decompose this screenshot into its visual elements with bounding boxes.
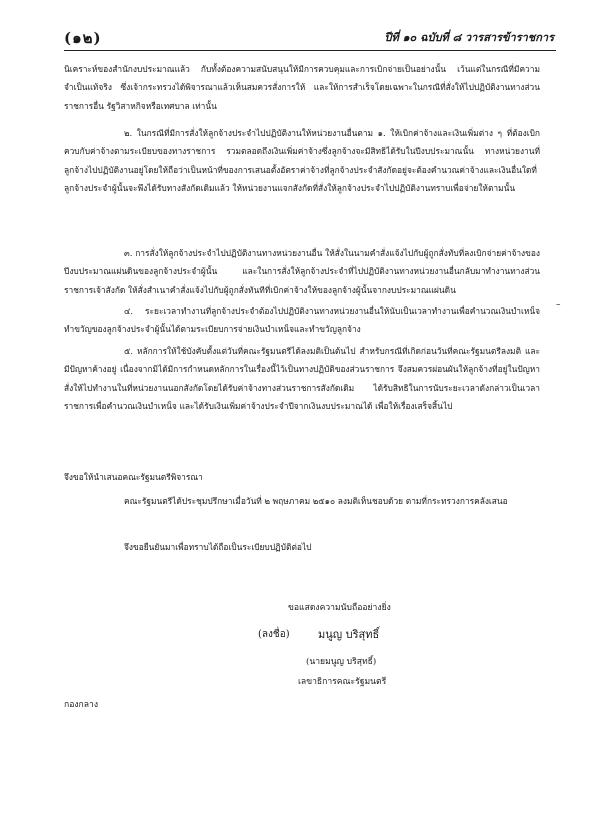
paragraph-item-2: ๒. ในกรณีที่มีการสั่งให้ลูกจ้างประจำไปปฏิบัติงานให้หน่วยงานอื่นตาม ๑. ให้เบิกค่าจ้างและเงินเพิ่มต่าง ๆ ที่ต้องเบิกควบกับค่าจ้างตามระเบียบของทางราชการ รวมตลอดถึงเงินเพิ่มค่าจ้างซึ่งลูกจ้างจะมีสิทธิได้รับในปีงบประมาณนั้น ทางหน่วยงานที่ลูกจ้างไปปฏิบัติงานอยู่โดยให้ถือว่าเป็นหน้าที่ของการเสนอตั้งอัตราค่าจ้างที่ลูกจ้างประจำสังกัดอยู่จะต้องคำนวณค่าจ้างและเงินอื่นใดที่ลูกจ้างประจำผู้นั้นจะพึงได้รับทางสังกัดเดิมแล้ว ให้หน่วยงานแจกสังกัดที่สั่งให้ลูกจ้างประจำไปปฏิบัติงานทราบเพื่อจ่ายให้ตามนั้น (64, 128, 540, 194)
paragraph-item-3: ๓. การสั่งให้ลูกจ้างประจำไปปฏิบัติงานทางหน่วยงานอื่น ให้สั่งในนามคำสั่งแจ้งไปกับผู้ถูกสั่งทับที่ลงเบิกจ่ายค่าจ้างของปีงบประมาณแผ่นดินของลูกจ้างประจำผู้นั้น และในการสั่งให้ลูกจ้างประจำที่ไปปฏิบัติงานทางหน่วยงานอื่นกลับมาทำงานทางส่วนราชการเจ้าสังกัด ให้สั่งสำเนาคำสั่งแจ้งไปกับผู้ถูกสั่งทันทีที่เบิกค่าจ้างให้ของลูกจ้างผู้นั้นจากงบประมาณแผ่นดิน (64, 248, 540, 295)
header-rule (64, 50, 556, 51)
signed-label: (ลงชื่อ) (258, 629, 290, 640)
paragraph-item-4: ๔. ระยะเวลาทำงานที่ลูกจ้างประจำต้องไปปฏิบัติงานทางหน่วยงานอื่นให้นับเป็นเวลาทำงานเพื่อคำนวณเงินบำเหน็จทำขวัญของลูกจ้างประจำผู้นั้นได้ตามระเบียบการจ่ายเงินบำเหน็จและทำขวัญลูกจ้าง (64, 306, 540, 335)
closing-line: ขอแสดงความนับถืออย่างยิ่ง (288, 603, 391, 613)
cabinet-resolution: คณะรัฐมนตรีได้ประชุมปรึกษาเมื่อวันที่ ๒ พฤษภาคม ๒๕๑๐ ลงมติเห็นชอบด้วย ตามที่กระทรวงการคลังเสนอ (124, 496, 508, 506)
paragraph-continuation: นิเคราะห์ของสำนักงบประมาณแล้ว กับทั้งต้องความสนับสนุนให้มีการควบคุมและการเบิกจ่ายเป็นอย่างนั้น เว้นแต่ในกรณีที่มีความจำเป็นแท้จริง ซึ่งเจ้ากระทรวงได้พิจารณาแล้วเห็นสมควรสั่งการให้ และให้การสำเร็จโดยเฉพาะในกรณีที่สั่งให้ไปปฏิบัติงานทางส่วนราชการอื่น รัฐวิสาหกิจหรือเทศบาล เท่านั้น (64, 64, 540, 111)
confirmation-line: จึงขอยืนยันมาเพื่อทราบได้ถือเป็นระเบียบปฏิบัติต่อไป (124, 542, 312, 552)
signature-name: มนูญ บริสุทธิ์ (318, 628, 380, 641)
margin-mark: – (556, 300, 561, 310)
journal-header: ปีที่ ๑๐ ฉบับที่ ๘ วารสารข้าราชการ (384, 31, 554, 44)
page-number: (๑๒) (64, 29, 102, 47)
printed-name: (นายมนูญ บริสุทธิ์) (306, 657, 377, 667)
request-line: จึงขอให้นำเสนอคณะรัฐมนตรีพิจารณา (64, 472, 203, 482)
division-name: กองกลาง (64, 700, 99, 710)
position-title: เลขาธิการคณะรัฐมนตรี (298, 677, 387, 687)
paragraph-item-5: ๕. หลักการให้ใช้บังคับตั้งแต่วันที่คณะรัฐมนตรีได้ลงมติเป็นต้นไป สำหรับกรณีที่เกิดก่อนวันที่คณะรัฐมนตรีลงมติ และมีปัญหาค้างอยู่ เนื่องจากมิได้มีการกำหนดหลักการในเรื่องนี้ไว้เป็นทางปฏิบัติของส่วนราชการ จึงสมควรผ่อนผันให้ลูกจ้างที่อยู่ในปัญหาสั่งให้ไปทำงานในที่หน่วยงานนอกสังกัดโดยได้รับค่าจ้างทางส่วนราชการสังกัดเดิม ได้รับสิทธิในการนับระยะเวลาดังกล่าวเป็นเวลาราชการเพื่อคำนวณเงินบำเหน็จ และได้รับเงินเพิ่มค่าจ้างประจำปีจากเงินงบประมาณได้ เพื่อให้เรื่องเสร็จสิ้นไป (64, 346, 540, 412)
